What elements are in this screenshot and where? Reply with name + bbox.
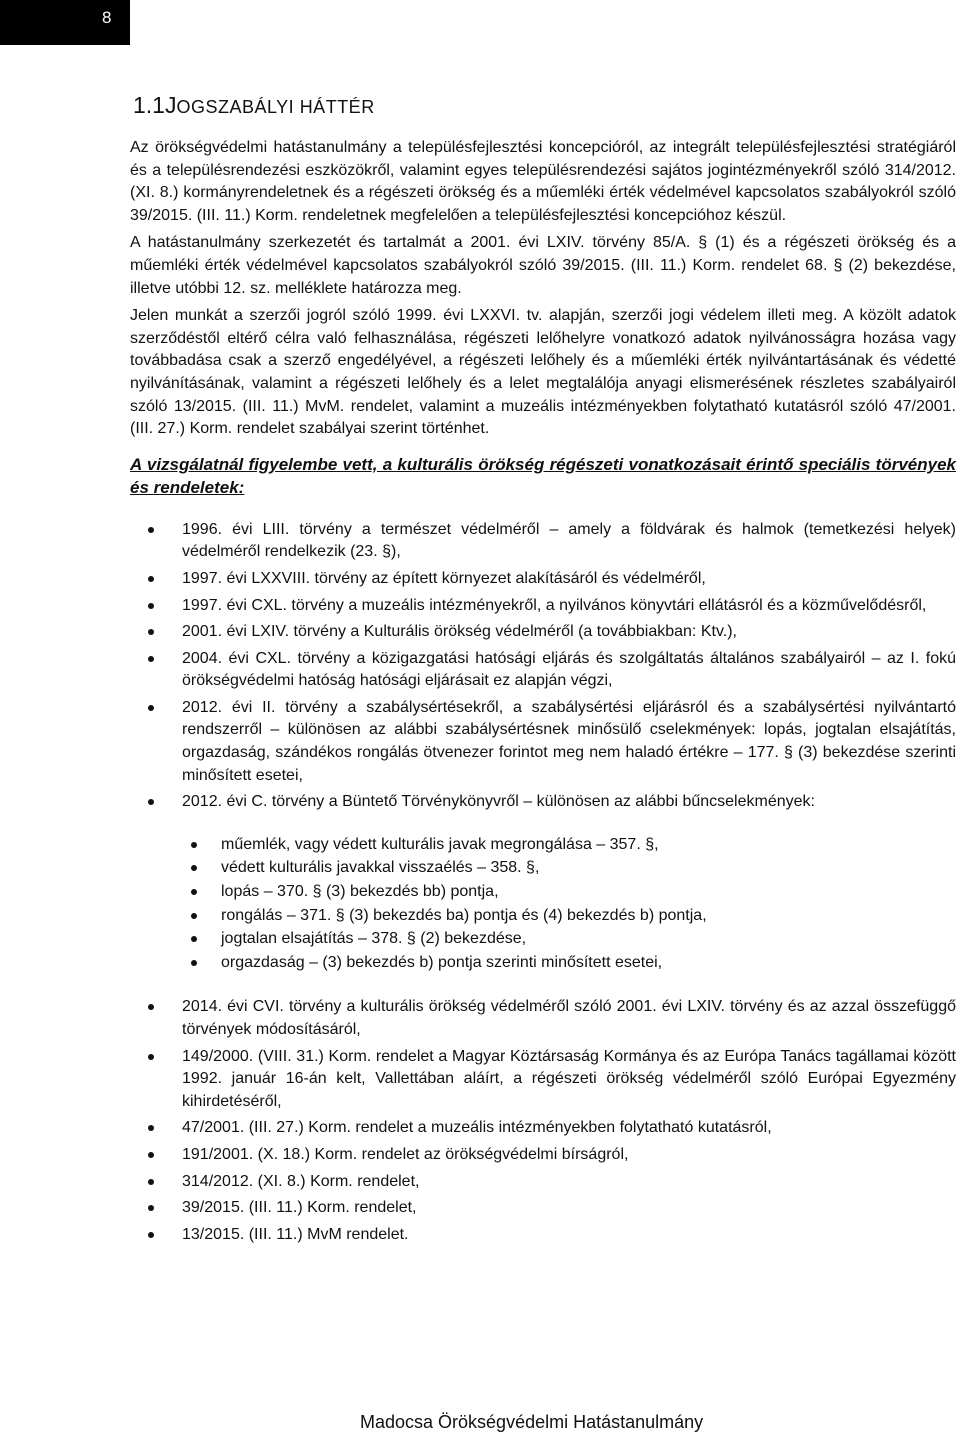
- heading-number: 1.1: [133, 92, 165, 118]
- crime-item: védett kulturális javakkal visszaélés – 358. §,: [130, 857, 956, 880]
- laws-section-title: A vizsgálatnál figyelembe vett, a kulturális örökség régészeti vonatkozásait érintő speciális törvények és rendeletek:: [130, 454, 956, 497]
- law-item: 13/2015. (III. 11.) MvM rendelet.: [130, 1224, 956, 1247]
- crime-item: lopás – 370. § (3) bekezdés bb) pontja,: [130, 881, 956, 904]
- law-item: 314/2012. (XI. 8.) Korm. rendelet,: [130, 1171, 956, 1194]
- crime-item: rongálás – 371. § (3) bekezdés ba) pontja és (4) bekezdés b) pontja,: [130, 905, 956, 928]
- document-body: [130, 137, 956, 1250]
- crimes-list: [130, 834, 956, 975]
- crime-item: orgazdaság – (3) bekezdés b) pontja szerinti minősített esetei,: [130, 952, 956, 975]
- law-item: 1997. évi CXL. törvény a muzeális intézményekről, a nyilvános könyvtári ellátásról és a közművelődésről,: [130, 595, 956, 618]
- law-item: 2001. évi LXIV. törvény a Kulturális örökség védelméről (a továbbiakban: Ktv.),: [130, 621, 956, 644]
- structure-paragraph: A hatástanulmány szerkezetét és tartalmát a 2001. évi LXIV. törvény 85/A. § (1) és a régészeti örökség és a műemléki érték védelmével kapcsolatos szabályokról szóló 39/2015. (III. 11.) Korm. rendelet 68. § (2) bekezdése, illetve utóbbi 12. sz. melléklete határozza meg.: [130, 234, 956, 297]
- crime-item: jogtalan elsajátítás – 378. § (2) bekezdése,: [130, 928, 956, 951]
- laws-list: [130, 519, 956, 814]
- heading-rest: OGSZABÁLYI HÁTTÉR: [176, 97, 375, 117]
- page-footer: Madocsa Örökségvédelmi Hatástanulmány: [360, 1412, 704, 1432]
- law-item: 2012. évi II. törvény a szabálysértésekről, a szabálysértési eljárásról és a szabálysértési nyilvántartó rendszerről – különösen az alábbi szabálysértésnek minősülő cselekmények: lopás, jogtalan elsajátítás, orgazdaság, szándékos rongálás ötvenezer forintot meg nem haladó értékre – 177. § (3) bekezdése szerinti minősített esetei,: [130, 697, 956, 787]
- law-item: 2004. évi CXL. törvény a közigazgatási hatósági eljárás és szolgáltatás általános szabályairól – az I. fokú örökségvédelmi hatóság hatósági eljárásait ez alapján végzi,: [130, 648, 956, 693]
- crime-item: műemlék, vagy védett kulturális javak megrongálása – 357. §,: [130, 834, 956, 857]
- page-number: 8: [102, 8, 112, 27]
- law-item: 191/2001. (X. 18.) Korm. rendelet az örökségvédelmi bírságról,: [130, 1144, 956, 1167]
- law-item: 47/2001. (III. 27.) Korm. rendelet a muzeális intézményekben folytatható kutatásról,: [130, 1117, 956, 1140]
- heading-first-letter: J: [164, 92, 177, 118]
- law-item: 1997. évi LXXVIII. törvény az épített környezet alakításáról és védelméről,: [130, 568, 956, 591]
- law-item: 1996. évi LIII. törvény a természet védelméről – amely a földvárak és halmok (temetkezési helyek) védelméről rendelkezik (23. §),: [130, 519, 956, 564]
- law-item: 39/2015. (III. 11.) Korm. rendelet,: [130, 1197, 956, 1220]
- intro-paragraph: Az örökségvédelmi hatástanulmány a településfejlesztési koncepcióról, az integrált településfejlesztési stratégiáról és a településrendezési eszközökről, valamint egyes településrendezési sajátos jogintézményekről szóló 314/2012. (XI. 8.) kormányrendeletnek és a régészeti örökség és a műemléki érték védelmével kapcsolatos szabályokról szóló 39/2015. (III. 11.) Korm. rendeletnek megfelelően a településfejlesztési koncepcióhoz készül.: [130, 139, 956, 224]
- laws-list-continued: [130, 996, 956, 1246]
- law-item: 2014. évi CVI. törvény a kulturális örökség védelméről szóló 2001. évi LXIV. törvény és az azzal összefüggő törvények módosításáról,: [130, 996, 956, 1041]
- law-item: 149/2000. (VIII. 31.) Korm. rendelet a Magyar Köztársaság Kormánya és az Európa Tanács tagállamai között 1992. január 16-án kelt, Vallettában aláírt, a régészeti örökség védelméről szóló Európai Egyezmény kihirdetéséről,: [130, 1046, 956, 1114]
- section-heading: [133, 90, 833, 122]
- law-item: 2012. évi C. törvény a Büntető Törvénykönyvről – különösen az alábbi bűncselekmények:: [130, 791, 956, 814]
- copyright-paragraph: Jelen munkát a szerzői jogról szóló 1999. évi LXXVI. tv. alapján, szerzői jogi védelem illeti meg. A közölt adatok szerződéstől eltérő célra való felhasználása, régészeti lelőhelyre vonatkozó adatok nyilvánosságra hozása vagy továbbadása csak a szerző engedélyével, a régészeti lelőhely és a műemléki érték nyilvántartásának és védetté nyilvánításának, valamint a régészeti lelőhely és a lelet megtalálója anyagi elismerésének részletes szabályairól szóló 13/2015. (III. 11.) MvM. rendelet, valamint a muzeális intézményekben folytatható kutatásról szóló 47/2001. (III. 27.) Korm. rendelet szabályai szerint történhet.: [130, 307, 956, 438]
